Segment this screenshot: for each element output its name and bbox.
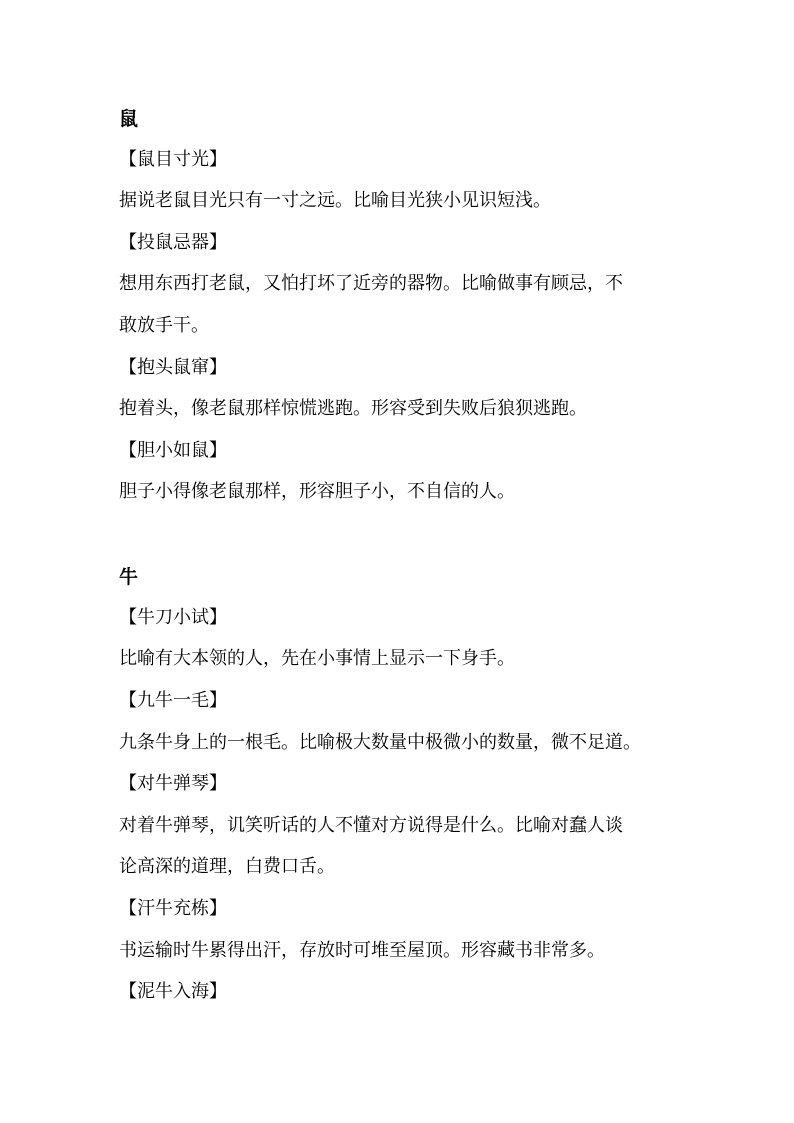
idiom-title: 【对牛弹琴】 xyxy=(119,773,227,794)
idiom-title: 【泥牛入海】 xyxy=(119,981,227,1002)
idiom-definition: 据说老鼠目光只有一寸之远。比喻目光狭小见识短浅。 xyxy=(119,190,551,211)
idiom-definition: 敢放手干。 xyxy=(119,315,209,336)
idiom-definition: 抱着头，像老鼠那样惊慌逃跑。形容受到失败后狼狈逃跑。 xyxy=(119,398,587,419)
idiom-title: 【胆小如鼠】 xyxy=(119,440,227,461)
section-heading-rat: 鼠 xyxy=(119,108,139,130)
idiom-definition: 想用东西打老鼠，又怕打坏了近旁的器物。比喻做事有顾忌，不 xyxy=(119,273,623,294)
idiom-title: 【投鼠忌器】 xyxy=(119,232,227,253)
idiom-definition: 书运输时牛累得出汗，存放时可堆至屋顶。形容藏书非常多。 xyxy=(119,940,605,961)
section-heading-ox: 牛 xyxy=(119,566,139,588)
idiom-definition: 比喻有大本领的人，先在小事情上显示一下身手。 xyxy=(119,648,515,669)
idiom-definition: 论高深的道理，白费口舌。 xyxy=(119,856,335,877)
idiom-title: 【抱头鼠窜】 xyxy=(119,357,227,378)
idiom-definition: 九条牛身上的一根毛。比喻极大数量中极微小的数量，微不足道。 xyxy=(119,732,641,753)
idiom-title: 【汗牛充栋】 xyxy=(119,898,227,919)
idiom-title: 【牛刀小试】 xyxy=(119,607,227,628)
idiom-definition: 对着牛弹琴，讥笑听话的人不懂对方说得是什么。比喻对蠢人谈 xyxy=(119,815,623,836)
idiom-title: 【九牛一毛】 xyxy=(119,690,227,711)
idiom-definition: 胆子小得像老鼠那样，形容胆子小，不自信的人。 xyxy=(119,481,515,502)
idiom-title: 【鼠目寸光】 xyxy=(119,149,227,170)
